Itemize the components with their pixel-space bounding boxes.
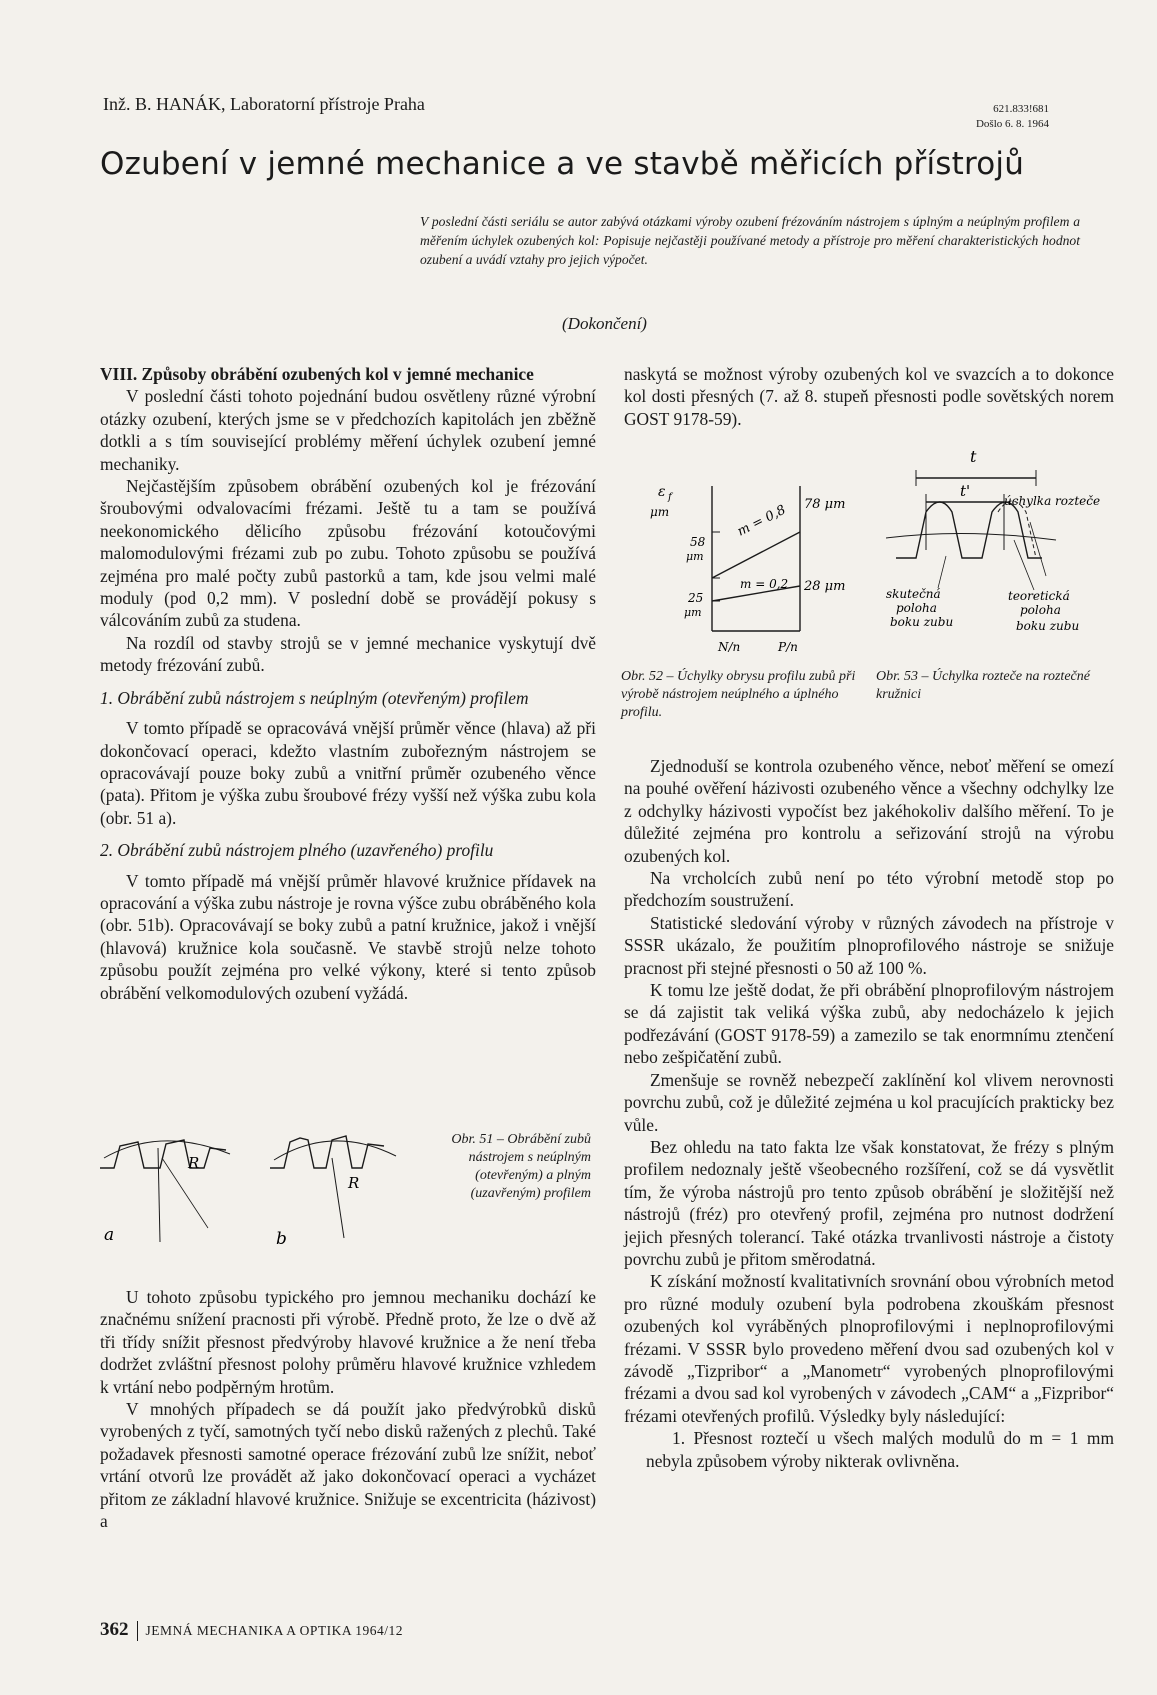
udc-block bbox=[976, 102, 1049, 132]
fig53-t-prime: t' bbox=[960, 482, 971, 500]
fig51-label-a: a bbox=[104, 1225, 115, 1245]
paragraph: K tomu lze ještě dodat, že při obrábění plnoprofilovým nástrojem se dá zajistit tak veliká výška zubů, aby nedocházelo k jejich podřezávání (GOST 9178-59) a zamezilo se tak enormnímu ztenčení nebo zešpičatění zubů. bbox=[624, 980, 1114, 1068]
fig52-x2: P/n bbox=[778, 640, 798, 654]
figure-53-drawing bbox=[886, 440, 1112, 656]
subheading: 2. Obrábění zubů nástrojem plného (uzavřeného) profilu bbox=[100, 840, 494, 861]
fig52-y-label: ε bbox=[658, 484, 666, 500]
left-column-continued bbox=[100, 1286, 596, 1532]
page-footer bbox=[100, 1619, 403, 1641]
fig52-unit: μm bbox=[684, 606, 702, 619]
fig52-x1: N/n bbox=[718, 640, 741, 654]
fig52-v78: 78 μm bbox=[804, 497, 846, 512]
fig52-value: 25 bbox=[688, 591, 704, 605]
udc-code: 621.833!681 bbox=[993, 103, 1049, 115]
right-column-continued bbox=[624, 755, 1114, 1472]
fig53-actual-3: boku zubu bbox=[890, 615, 954, 629]
page-number: 362 bbox=[100, 1619, 129, 1640]
right-column-top bbox=[624, 363, 1114, 430]
fig53-actual-2: poloha bbox=[896, 601, 937, 615]
paragraph: Bez ohledu na tato fakta lze však konstatovat, že frézy s plným profilem nedoznaly ještě všeobecného rozšíření, což se dá vysvětlit tím, že výroba nástrojů pro tento způsob obrábění je složitější než nástrojů (fréz) pro otevřený profil, zejména pro nutnost dodržení jejich přesných tolerancí. Také otázka trvanlivosti nástroje a čistoty povrchu zubů je přitom směrodatná. bbox=[624, 1136, 1114, 1269]
list-item: 1. Přesnost roztečí u všech malých modulů do m = 1 mm nebyla způsobem výroby nikterak ovlivněna. bbox=[646, 1428, 1114, 1471]
figure-51-drawing bbox=[100, 1118, 430, 1248]
paragraph: V poslední části tohoto pojednání budou osvětleny různé výrobní otázky ozubení, kterých jsme se v předchozích kapitolách jen zběžně dotkli a s tím související problémy měření úchylek ozubení jemné mechaniky. bbox=[100, 386, 596, 474]
paragraph: V tomto případě má vnější průměr hlavové kružnice přídavek na opracování a výška zubu nástroje je rovna výšce zubu obráběného kola (obr. 51b). Opracovávají se boky zubů a patní kružnice, jakož i vnější (hlavová) kružnice kola současně. Ve stavbě strojů nelze tohoto způsobu použít zejména pro velké výkony, které si tento způsob obrábění velkomodulových ozubení vyžádá. bbox=[100, 870, 596, 1003]
paragraph: Na rozdíl od stavby strojů se v jemné mechanice vyskytují dvě metody frézování zubů. bbox=[100, 632, 596, 676]
fig53-actual-1: skutečná bbox=[886, 587, 941, 601]
left-column bbox=[100, 363, 596, 1004]
line-m08 bbox=[712, 532, 800, 578]
fig53-deviation-label: úchylka rozteče bbox=[1004, 494, 1101, 508]
paragraph: Zmenšuje se rovněž nebezpečí zaklínění kol vlivem nerovnosti povrchu zubů, což je důležité zejména u kol pracujících prakticky bez vůle. bbox=[624, 1069, 1114, 1135]
fig52-m08: m = 0,8 bbox=[735, 502, 789, 540]
fig51-label-b: b bbox=[276, 1229, 287, 1248]
subheading: 1. Obrábění zubů nástrojem s neúplným (otevřeným) profilem bbox=[100, 687, 529, 708]
fig51-label-r: R bbox=[188, 1154, 200, 1172]
fig52-unit: μm bbox=[686, 550, 704, 563]
fig52-m02: m = 0,2 bbox=[740, 577, 789, 591]
author-line: Inž. B. HANÁK, Laboratorní přístroje Praha bbox=[103, 94, 425, 114]
fig53-theor-2: poloha bbox=[1020, 603, 1061, 617]
fig51-label-r: R bbox=[348, 1174, 360, 1192]
paragraph: U tohoto způsobu typického pro jemnou mechaniku dochází ke značnému snížení pracnosti při výrobě. Předně proto, že lze o dvě až tři třídy snížit přesnost předvýroby hlavové kružnice a že není třeba dodržet zvláštní přesnost polohy průměru hlavové kružnice vzhledem k vrtání nebo podpěrným hrotům. bbox=[100, 1287, 596, 1397]
abstract: V poslední části seriálu se autor zabývá otázkami výroby ozubení frézováním nástrojem s úplným a neúplným profilem a měřením úchylek ozubených kol: Popisuje nejčastěji používané metody a přístroje pro měření charakteristických hodnot ozubení a uvádí vztahy pro jejich výpočet. bbox=[420, 214, 1080, 267]
received-date: Došlo 6. 8. 1964 bbox=[975, 118, 1049, 130]
fig52-y-sub: f bbox=[668, 492, 672, 503]
paragraph: V tomto případě se opracovává vnější průměr věnce (hlava) až při dokončovací operaci, kdežto vlastním zubořezným nástrojem se opracovávají pouze boky zubů a vnitřní průměr ozubeného věnce (pata). Přitom je výška zubu šroubové frézy vyšší než výška zubu kola (obr. 51 a). bbox=[100, 718, 596, 828]
continued-note: (Dokončení) bbox=[562, 314, 647, 333]
paragraph: Na vrcholcích zubů není po této výrobní metodě stop po předchozím soustružení. bbox=[624, 868, 1114, 911]
article-title: Ozubení v jemné mechanice a ve stavbě měřicích přístrojů bbox=[100, 146, 1025, 182]
fig52-v28: 28 μm bbox=[804, 579, 846, 594]
figure-51-caption: Obr. 51 – Obrábění zubů nástrojem s neúplným (otevřeným) a plným (uzavřeným) profilem bbox=[451, 1132, 591, 1201]
fig53-theor-1: teoretická bbox=[1008, 589, 1070, 603]
section-heading: VIII. Způsoby obrábění ozubených kol v jemné mechanice bbox=[100, 364, 534, 384]
fig53-theor-3: boku zubu bbox=[1016, 619, 1080, 633]
paragraph: naskytá se možnost výroby ozubených kol ve svazcích a to dokonce kol dosti přesných (7. až 8. stupeň přesnosti podle sovětských norem GOST 9178-59). bbox=[624, 364, 1114, 429]
paragraph: K získání možností kvalitativních srovnání obou výrobních metod pro různé moduly ozubení byla podrobena zkouškám přesnost ozubených kol vyráběných plnoprofilovými i neplnoprofilovými frézami. V SSSR bylo provedeno měření dvou sad ozubených kol v závodě „Tizpribor“ a „Manometr“ vyrobených plnoprofilovými frézami a dvou sad kol vyrobených v závodech „CAM“ a „Fizpribor“ frézami otevřených profilů. Výsledky byly následující: bbox=[624, 1271, 1114, 1426]
figure-52-caption: Obr. 52 – Úchylky obrysu profilu zubů při výrobě nástrojem neúplného a úplného profilu. bbox=[621, 669, 856, 720]
footer-divider bbox=[137, 1621, 138, 1641]
paragraph: V mnohých případech se dá použít jako předvýrobků disků vyrobených z tyčí, samotných tyčí nebo disků ražených z plechů. Také požadavek přesnosti samotné operace frézování zubů lze snížit, neboť vrtání otvorů lze provádět až jako dokončovací operaci a vycházet přitom ze základní hlavové kružnice. Snižuje se excentricita (házivost) a bbox=[100, 1399, 596, 1532]
fig53-t: t bbox=[970, 447, 977, 466]
paragraph: Nejčastějším způsobem obrábění ozubených kol je frézování šroubovými odvalovacími frézami. Ještě tu a tam se používá neekonomického dělicího způsobu frézování kotoučovými malomodulovými frézami zub po zubu. Tohoto způsobu se používá zejména pro malé počty zubů pastorků a tam, kde jsou velmi malé moduly (pod 0,2 mm). V poslední době se provádějí pokusy s válcováním zubů za studena. bbox=[100, 476, 596, 631]
figure-53-caption: Obr. 53 – Úchylka rozteče na roztečné kružnici bbox=[876, 669, 1090, 702]
fig52-y-unit: μm bbox=[650, 505, 670, 519]
paragraph: Statistické sledování výroby v různých závodech na přístroje v SSSR ukázalo, že použitím plnoprofilového nástroje se snižuje pracnost při stejné přesnosti o 50 až 100 %. bbox=[624, 912, 1114, 978]
figure-52-drawing bbox=[640, 476, 890, 656]
fig52-value: 58 bbox=[690, 535, 706, 549]
paragraph: Zjednoduší se kontrola ozubeného věnce, neboť měření se omezí na pouhé ověření házivosti ozubeného věnce a všechny odchylky lze z odchylky házivosti vypočíst bez jakéhokoliv dalšího měření. To je důležité zejména pro kontrolu a seřizování strojů na výrobu ozubených kol. bbox=[624, 756, 1114, 866]
journal-name: JEMNÁ MECHANIKA A OPTIKA 1964/12 bbox=[145, 1623, 404, 1638]
